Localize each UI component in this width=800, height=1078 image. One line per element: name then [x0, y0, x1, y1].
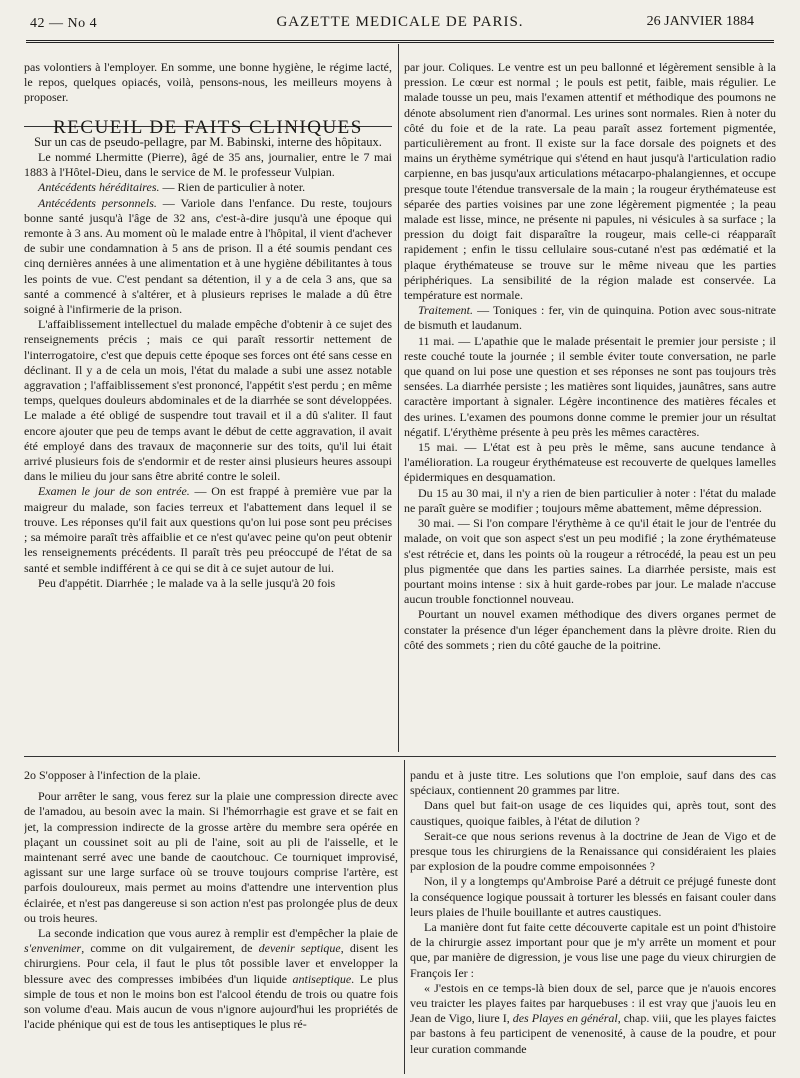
page-number: 42 — No 4 — [30, 16, 98, 31]
paragraph: Traitement. — Toniques : fer, vin de quinquina. Potion avec sous-nitrate de bismuth et laudanum. — [404, 303, 776, 333]
section-title: RECUEIL DE FAITS CLINIQUES — [53, 116, 363, 138]
paragraph: Antécédents personnels. — Variole dans l'enfance. Du reste, toujours bonne santé jusqu'à l'âge de 32 ans, c'est-à-dire jusqu'à une époque qui remonte à 3 ans. Au moment où le malade entre à l'hôpital, il vient d'achever de subir une condamnation à 5 ans de prison. Il a été soumis pendant ces cinq dernières années à une alimentation et à une hygiène débilitantes à tous les points de vue. C'est pendant sa détention, il y a de cela 3 ans, que sa santé a commencé à s'altérer, et à plusieurs reprises le malade a dû être soigné à l'infirmerie de la prison. — [24, 195, 392, 317]
subsection-heading: 2o S'opposer à l'infection de la plaie. — [24, 768, 201, 782]
paragraph: La manière dont fut faite cette découverte capitale est un point d'histoire de la chirurgie assez important pour que je m'y arrête un moment et pour que, par manière de digression, je vous lise une page du vieux chirurgien de François Ier : — [410, 920, 776, 980]
paragraph: 11 mai. — L'apathie que le malade présentait le premier jour persiste ; il reste couché toute la journée ; il semble éviter toute conversation, ne parle que quand on lui pose une question et ses réponses ne sont pas toujours très sensées. La diarrhée persiste ; les matières sont liquides, jaunâtres, sans autre caractère important à signaler. Légère incontinence des matières fécales et des urines. L'examen des poumons donne comme le premier jour un résultat négatif. L'érythème présente à peu près les mêmes caractères. — [404, 333, 776, 439]
column-3 — [24, 768, 398, 1074]
run-in-heading: Traitement. — [418, 303, 474, 318]
paragraph: Pour arrêter le sang, vous ferez sur la plaie une compression directe avec de l'amadou, au besoin avec la main. Si l'hémorrhagie est grave et se fait en jet, la compression indirecte de la grosse artère du membre sera opérée en plaçant un coussinet soit au pli de l'aine, soit au pli de l'aisselle, et le maintenant serré avec une bande de caoutchouc. Ce tourniquet improvisé, agissant sur une large surface où se trouve toujours comprise l'artère, est parfois douloureux, mais permet au moins d'attendre une intervention plus éclairée, et n'est pas dangereuse si son action n'est pas prolongée plus de deux ou trois heures. — [24, 789, 398, 925]
continued-paragraph: pas volontiers à l'employer. En somme, une bonne hygiène, le régime lacté, le repos, quelques opiacés, voilà, pensons-nous, les meilleurs moyens à proposer. — [24, 60, 392, 105]
paragraph: Pourtant un nouvel examen méthodique des divers organes permet de constater la présence d'un léger épanchement dans la plèvre droite. Rien du côté des sommets ; rien du côté gauche de la poitrine. — [404, 607, 776, 652]
section-divider — [24, 756, 776, 757]
paragraph: Examen le jour de son entrée. — On est frappé à première vue par la maigreur du malade, son facies terreux et l'abattement dans lequel il se trouve. Les réponses qu'il fait aux questions qu'on lui pose sont peu précises ; sa mémoire paraît très affaiblie et ce n'est qu'avec peine qu'on peut obtenir les renseignements précédents. Il paraît très peu préoccupé de l'état de sa santé et semble indifférent à ce qui se dit à ce sujet autour de lui. — [24, 484, 392, 575]
run-in-heading: Examen le jour de son entrée. — [38, 484, 190, 499]
paragraph: Peu d'appétit. Diarrhée ; le malade va à la selle jusqu'à 20 fois — [38, 575, 336, 590]
column-divider-top — [398, 44, 399, 752]
paragraph: Serait-ce que nous serions revenus à la doctrine de Jean de Vigo et de presque tous les chirurgiens de la Renaissance qui considéraient les plaies par explosion de la poudre comme empoisonnées ? — [410, 828, 776, 874]
paragraph: L'affaiblissement intellectuel du malade empêche d'obtenir à ce sujet des renseignements précis ; mais ce qui paraît ressortir nettement de l'interrogatoire, c'est que depuis cette époque ses forces ont été sans cesse en déclinant. Il y a de cela un mois, l'état du malade a subi une assez notable aggravation ; l'affaiblissement s'est prononcé, l'appétit s'est perdu ; en même temps, quelques douleurs abdominales et de la diarrhée se sont développées. Le malade a été obligé de suspendre tout travail et il a dû s'aliter. Il faut encore ajouter que peu de temps avant le début de cette aggravation, il avait été employé dans des travaux de maçonnerie sur des toits, qu'il lui était arrivé plusieurs fois de s'endormir et de rester ainsi plusieurs heures assoupi dans le milieu du jour sans être abrité contre le soleil. — [24, 317, 392, 484]
paragraph: Non, il y a longtemps qu'Ambroise Paré a détruit ce préjugé funeste dont la conséquence logique poussait à torturer les blessés en faisant couler dans leurs plaies de l'huile bouillante et autres caustiques. — [410, 874, 776, 919]
run-in-heading: Antécédents héréditaires. — [38, 180, 160, 195]
column-4 — [410, 768, 776, 1074]
run-in-heading: Antécédents personnels. — [38, 195, 157, 210]
paragraph: Antécédents héréditaires. — Rien de particulier à noter. — [38, 180, 306, 195]
quotation: « J'estois en ce temps-là bien doux de sel, parce que je n'auois encores veu traicter les playes faites par harquebuses : il est vray que j'auois leu en Jean de Vigo, liure I, des Playes en général, chap. viii, que les playes faictes par bastons à feu participent de venenosité, à cause de la poudre, et pour leur curation commande — [410, 980, 776, 1056]
article-subtitle: Sur un cas de pseudo-pellagre, par M. Babinski, interne des hôpitaux. — [34, 134, 382, 149]
column-divider-bottom — [404, 760, 405, 1074]
paragraph: 30 mai. — Si l'on compare l'érythème à ce qu'il était le jour de l'entrée du malade, on voit que son aspect s'est un peu modifié ; la zone érythémateuse s'est rétrécie et, dans les points où la rougeur a rétrocédé, la peau est un peu plus pigmentée que dans les parties saines. La diarrhée persiste, mais est pourtant moins intense : six à huit garde-robes par jour. Le malade n'accuse aucun trouble fonctionnel nouveau. — [404, 516, 776, 607]
paragraph: pandu et à juste titre. Les solutions que l'on emploie, sauf dans des cas spéciaux, contiennent 20 grammes par litre. — [410, 768, 776, 798]
paragraph: Le nommé Lhermitte (Pierre), âgé de 35 ans, journalier, entre le 7 mai 1883 à l'Hôtel-Dieu, dans le service de M. le professeur Vulpian. — [24, 150, 392, 180]
paragraph: par jour. Coliques. Le ventre est un peu ballonné et légèrement sensible à la pression. Le cœur est normal ; le pouls est petit, faible, mais régulier. Le malade tousse un peu, mais l'examen attentif et méthodique des poumons ne dénote absolument rien d'anormal. Les urines sont normales. Rien à noter du côté du foie et de la rate. La peau paraît assez fortement pigmentée, particulièrement au front. Il existe sur la face dorsale des poignets et des mains un érythème symétrique qui s'étend en haut jusqu'à l'articulation radio carpienne, en bas jusqu'aux articulations métacarpo-phalangiennes, et occupe presque toute l'étendue transversale de la main ; la rougeur érythémateuse est séparée des parties voisines par une zone légèrement pigmentée ; la peau malade est lisse, mince, ne présente ni papules, ni vésicules à sa surface ; la pression du doigt fait disparaître la rougeur, mais celle-ci réapparaît rapidement ; enfin le tissu cellulaire sous-cutané n'est pas œdématié et la plaque érythémateuse se trouve sur le même niveau que les parties périphériques. La sensibilité de la région malade est conservée. La température est normale. — [404, 60, 776, 303]
journal-title: GAZETTE MEDICALE DE PARIS. — [276, 14, 524, 30]
paragraph: La seconde indication que vous aurez à remplir est d'empêcher la plaie de s'envenimer, comme on dit vulgairement, de devenir septique, disent les chirurgiens. Pour cela, il faut le plus tôt possible laver et envelopper la blessure avec des compresses imbibées d'un liquide antiseptique. Le plus simple de tous et non le moins bon est l'alcool étendu de trois ou quatre fois son volume d'eau. Mais aucun de vous n'ignore aujourd'hui les propriétés de l'acide phénique qui est de tous les antiseptiques le plus ré- — [24, 926, 398, 1032]
paragraph: 15 mai. — L'état est à peu près le même, sans aucune tendance à l'amélioration. La rougeur érythémateuse est recouverte de quelques lamelles épidermiques en desquamation. — [404, 440, 776, 485]
paragraph: Dans quel but fait-on usage de ces liquides qui, après tout, sont des caustiques, quoique faibles, à l'état de dilution ? — [410, 798, 776, 828]
page-header — [0, 14, 800, 38]
issue-date: 26 JANVIER 1884 — [646, 14, 754, 29]
column-2 — [404, 60, 776, 750]
header-rule — [26, 40, 774, 43]
paragraph: Du 15 au 30 mai, il n'y a rien de bien particulier à noter : l'état du malade ne paraît guère se modifier ; toujours même abattement, même dépression. — [404, 485, 776, 515]
column-1 — [24, 60, 392, 750]
